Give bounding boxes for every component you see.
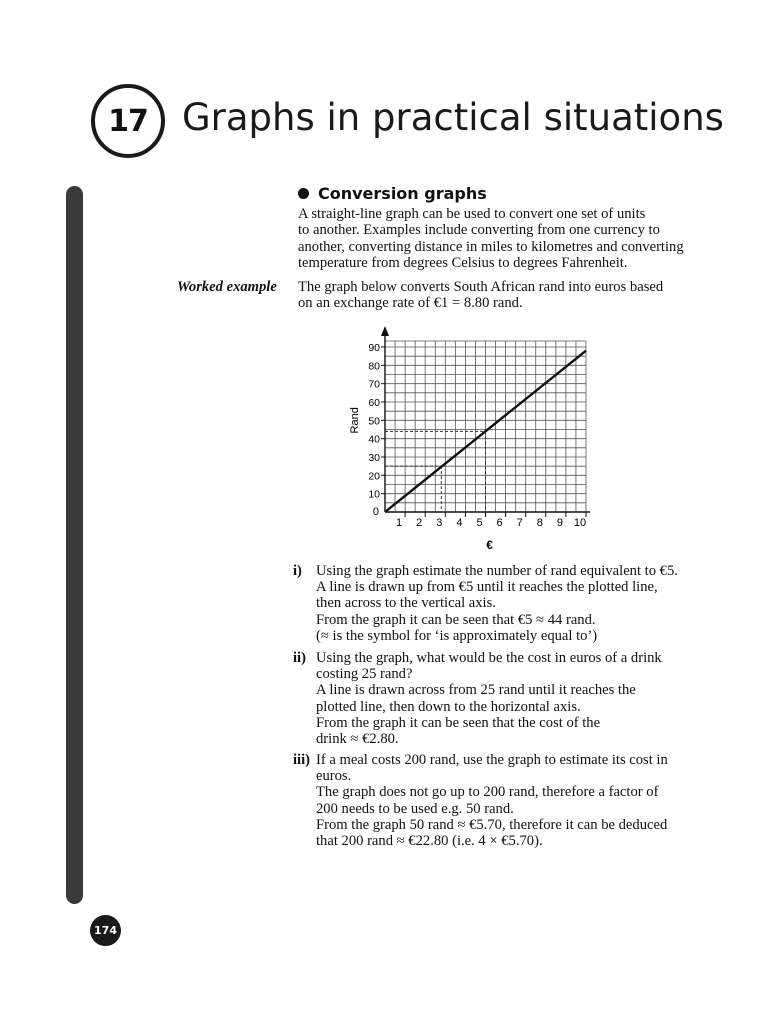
y-tick-label: 20 (368, 470, 380, 483)
y-axis-arrow (381, 326, 389, 336)
x-axis-label: € (486, 538, 493, 552)
y-tick-label: 90 (368, 342, 380, 354)
x-tick-label: 4 (456, 517, 463, 529)
y-axis-label: Rand (349, 407, 361, 434)
x-tick-label: 2 (416, 517, 423, 529)
x-tick-label: 10 (573, 517, 587, 529)
worked-example-label: Worked example (177, 279, 277, 295)
x-tick-label: 5 (476, 517, 483, 529)
x-tick-label: 9 (556, 517, 563, 529)
x-tick-label: 7 (516, 517, 523, 529)
chart-svg (338, 322, 608, 558)
margin-bar (66, 186, 83, 904)
bullet-icon (298, 188, 309, 199)
section-heading (298, 184, 487, 203)
chapter-number-badge (91, 84, 165, 158)
chapter-title: Graphs in practical situations (182, 96, 724, 139)
question-text: Using the graph estimate the number of rand equivalent to €5. A line is drawn up from €5 until it reaches the plotted line, then across to the vertical axis. From the graph it can be seen that €5 ≈ 44 rand. (≈ is the symbol for ‘is approximately equal to’) (316, 563, 678, 644)
y-tick-label: 80 (368, 360, 380, 373)
x-tick-label: 3 (436, 517, 443, 529)
conversion-chart (338, 322, 608, 558)
question-number: i) (293, 563, 302, 579)
question-text: If a meal costs 200 rand, use the graph to estimate its cost in euros. The graph does not go up to 200 rand, therefore a factor of 200 needs to be used e.g. 50 rand. From the graph 50 rand ≈ €5.70, therefore it can be deduced that 200 rand ≈ €22.80 (i.e. 4 × €5.70). (316, 752, 668, 850)
worked-example-text: The graph below converts South African rand into euros based on an exchange rate of €1 = 8.80 rand. (298, 279, 664, 312)
x-tick-label: 1 (396, 517, 403, 529)
y-tick-label: 50 (368, 415, 380, 428)
y-tick-label: 60 (368, 397, 380, 409)
question-number: iii) (293, 752, 311, 768)
x-tick-label: 8 (536, 517, 543, 529)
question-number: ii) (293, 650, 306, 666)
chapter-number: 17 (108, 103, 148, 139)
intro-paragraph: A straight-line graph can be used to convert one set of units to another. Examples include converting from one currency to another, converting distance in miles to kilometres and converting temperature from degrees Celsius to degrees Fahrenheit. (298, 206, 684, 272)
y-tick-label: 40 (368, 433, 380, 446)
y-tick-label: 70 (368, 378, 380, 391)
y-tick-label: 30 (368, 452, 380, 464)
question-text: Using the graph, what would be the cost in euros of a drink costing 25 rand? A line is drawn across from 25 rand until it reaches the plotted line, then down to the horizontal axis. From the graph it can be seen that the cost of the drink ≈ €2.80. (316, 650, 662, 748)
section-heading-text: Conversion graphs (318, 184, 487, 203)
page-number: 174 (90, 915, 121, 946)
origin-label: 0 (372, 506, 379, 518)
y-tick-label: 10 (368, 488, 380, 501)
x-tick-label: 6 (496, 517, 503, 529)
